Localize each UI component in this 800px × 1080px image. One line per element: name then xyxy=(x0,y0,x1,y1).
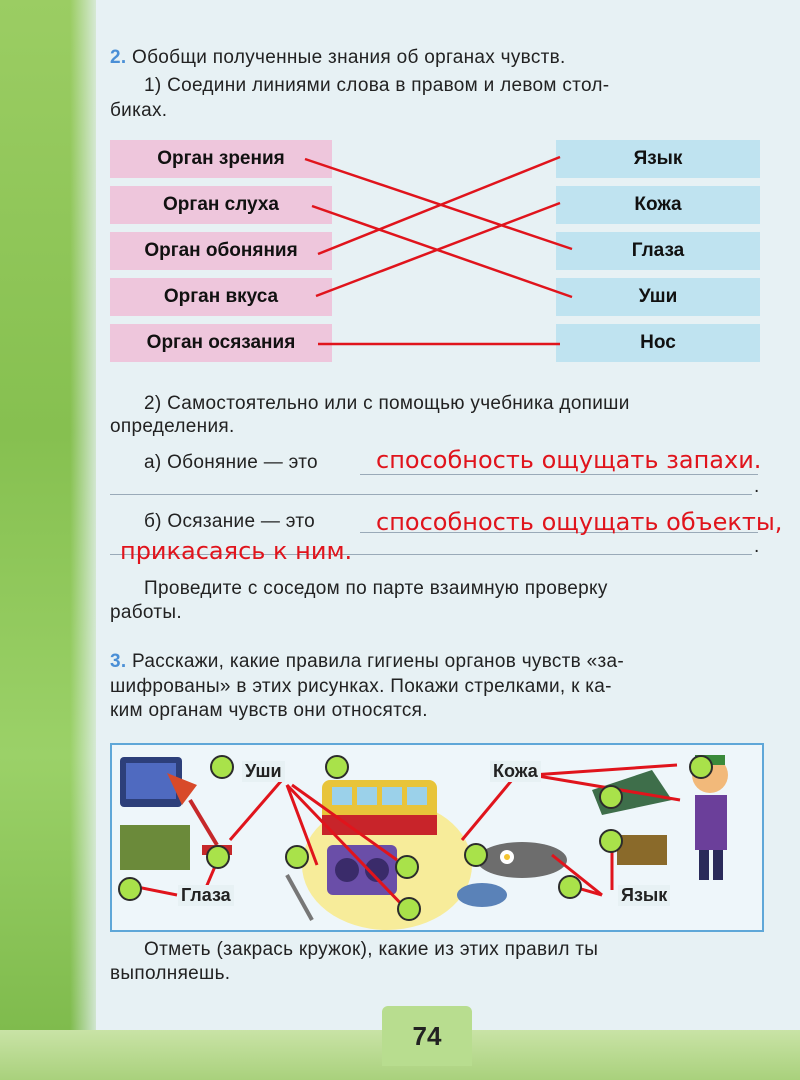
label-eyes: Глаза xyxy=(178,885,234,906)
checkbox-circle[interactable] xyxy=(285,845,309,869)
checkbox-circle[interactable] xyxy=(558,875,582,899)
hygiene-illustration xyxy=(110,743,764,932)
label-tongue: Язык xyxy=(618,885,670,906)
checkbox-circle[interactable] xyxy=(689,755,713,779)
checkbox-circle[interactable] xyxy=(599,785,623,809)
left-item-touch: Орган осязания xyxy=(110,324,332,362)
task2-sub2-line1: 2) Самостоятельно или с помощью учебника допиши xyxy=(144,393,630,414)
definition-b-label: б) Осязание — это xyxy=(144,511,315,532)
right-item-tongue: Язык xyxy=(556,140,760,178)
checkbox-circle[interactable] xyxy=(395,855,419,879)
match-line-taste-tongue xyxy=(316,203,560,296)
task2-sub1-line2: биках. xyxy=(110,100,168,121)
definition-a-answer: способность ощущать запахи. xyxy=(376,446,762,474)
checkbox-circle[interactable] xyxy=(464,843,488,867)
task3-footer-line2: выполняешь. xyxy=(110,963,231,984)
answer-line-a1 xyxy=(360,474,758,475)
right-item-nose: Нос xyxy=(556,324,760,362)
right-item-eyes: Глаза xyxy=(556,232,760,270)
period-a: . xyxy=(754,476,760,497)
task2-sub2-line2: определения. xyxy=(110,416,235,437)
checkbox-circle[interactable] xyxy=(325,755,349,779)
checkbox-circle[interactable] xyxy=(206,845,230,869)
frying-pan-icon xyxy=(477,842,567,878)
answer-line-a2 xyxy=(110,494,752,495)
page-number: 74 xyxy=(382,1006,472,1066)
checkbox-circle[interactable] xyxy=(118,877,142,901)
checkbox-circle[interactable] xyxy=(210,755,234,779)
match-line-smell-nose xyxy=(318,157,560,254)
checkbox-circle[interactable] xyxy=(599,829,623,853)
task3-footer-line1: Отметь (закрась кружок), какие из этих правил ты xyxy=(144,939,599,960)
check-line2: работы. xyxy=(110,602,182,623)
definition-b-answer-1: способность ощущать объекты, xyxy=(376,508,783,536)
definition-a-label: а) Обоняние — это xyxy=(144,452,318,473)
left-item-vision: Орган зрения xyxy=(110,140,332,178)
task2-sub1-line1: 1) Соедини линиями слова в правом и левом стол- xyxy=(144,75,610,96)
checkbox-circle[interactable] xyxy=(397,897,421,921)
task3-number: 3. xyxy=(110,651,127,672)
right-item-skin: Кожа xyxy=(556,186,760,224)
book-icon xyxy=(120,825,190,870)
check-line1: Проведите с соседом по парте взаимную проверку xyxy=(144,578,608,599)
task3-line3: ким органам чувств они относятся. xyxy=(110,700,428,721)
task3-text1: Расскажи, какие правила гигиены органов чувств «за- xyxy=(132,651,625,672)
definition-b-answer-2: прикасаясь к ним. xyxy=(120,537,353,565)
left-item-taste: Орган вкуса xyxy=(110,278,332,316)
left-item-smell: Орган обоняния xyxy=(110,232,332,270)
label-skin: Кожа xyxy=(490,761,541,782)
task2-number: 2. xyxy=(110,47,127,68)
task3-line2: шифрованы» в этих рисунках. Покажи стрелками, к ка- xyxy=(110,676,612,697)
task2-title: Обобщи полученные знания об органах чувств. xyxy=(132,47,566,68)
right-item-ears: Уши xyxy=(556,278,760,316)
bowl-icon xyxy=(457,883,507,907)
task3-line1 xyxy=(110,651,624,673)
label-ears: Уши xyxy=(242,761,285,782)
matching-lines xyxy=(0,0,800,400)
left-item-hearing: Орган слуха xyxy=(110,186,332,224)
period-b: . xyxy=(754,536,760,557)
match-line-vision-eyes xyxy=(305,159,572,249)
box-icon xyxy=(617,835,667,865)
